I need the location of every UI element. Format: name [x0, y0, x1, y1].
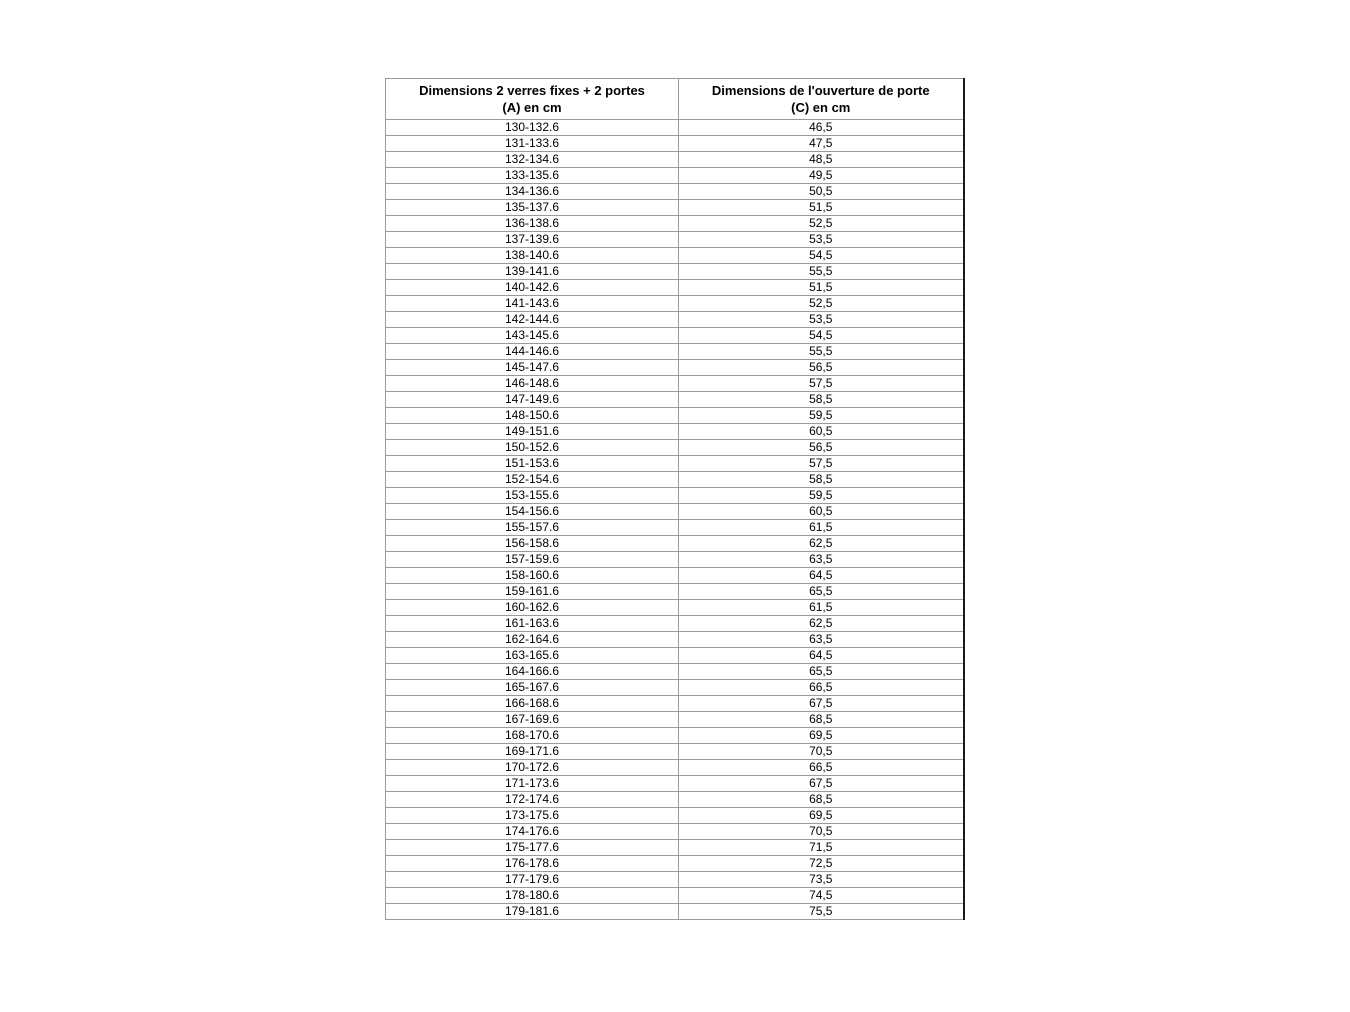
table-row: [386, 120, 964, 136]
cell-dimension-a: 145-147.6: [386, 360, 679, 376]
cell-opening-c: 54,5: [679, 328, 964, 344]
cell-opening-c: 53,5: [679, 312, 964, 328]
table-row: [386, 584, 964, 600]
cell-opening-c: 51,5: [679, 200, 964, 216]
cell-dimension-a: 136-138.6: [386, 216, 679, 232]
cell-opening-c: 65,5: [679, 584, 964, 600]
table-row: [386, 760, 964, 776]
cell-dimension-a: 166-168.6: [386, 696, 679, 712]
cell-dimension-a: 143-145.6: [386, 328, 679, 344]
cell-opening-c: 63,5: [679, 632, 964, 648]
cell-dimension-a: 149-151.6: [386, 424, 679, 440]
table-row: [386, 344, 964, 360]
cell-opening-c: 67,5: [679, 776, 964, 792]
cell-opening-c: 64,5: [679, 568, 964, 584]
cell-opening-c: 52,5: [679, 216, 964, 232]
column-header-opening-c: [679, 79, 964, 120]
cell-opening-c: 48,5: [679, 152, 964, 168]
cell-dimension-a: 131-133.6: [386, 136, 679, 152]
table-row: [386, 504, 964, 520]
cell-dimension-a: 176-178.6: [386, 856, 679, 872]
cell-dimension-a: 169-171.6: [386, 744, 679, 760]
dimensions-table: [385, 78, 965, 920]
table-row: [386, 600, 964, 616]
cell-dimension-a: 158-160.6: [386, 568, 679, 584]
cell-opening-c: 54,5: [679, 248, 964, 264]
cell-dimension-a: 157-159.6: [386, 552, 679, 568]
cell-dimension-a: 170-172.6: [386, 760, 679, 776]
table-row: [386, 888, 964, 904]
cell-dimension-a: 167-169.6: [386, 712, 679, 728]
cell-dimension-a: 140-142.6: [386, 280, 679, 296]
cell-dimension-a: 178-180.6: [386, 888, 679, 904]
cell-opening-c: 67,5: [679, 696, 964, 712]
table-row: [386, 536, 964, 552]
cell-dimension-a: 148-150.6: [386, 408, 679, 424]
header-row: [386, 79, 964, 120]
cell-opening-c: 63,5: [679, 552, 964, 568]
column-header-dimensions-a: [386, 79, 679, 120]
table-row: [386, 840, 964, 856]
table-row: [386, 360, 964, 376]
cell-dimension-a: 154-156.6: [386, 504, 679, 520]
cell-opening-c: 52,5: [679, 296, 964, 312]
cell-opening-c: 58,5: [679, 392, 964, 408]
cell-dimension-a: 173-175.6: [386, 808, 679, 824]
table-row: [386, 392, 964, 408]
cell-dimension-a: 133-135.6: [386, 168, 679, 184]
cell-opening-c: 46,5: [679, 120, 964, 136]
cell-opening-c: 62,5: [679, 616, 964, 632]
cell-opening-c: 50,5: [679, 184, 964, 200]
cell-dimension-a: 150-152.6: [386, 440, 679, 456]
cell-opening-c: 51,5: [679, 280, 964, 296]
cell-dimension-a: 171-173.6: [386, 776, 679, 792]
cell-opening-c: 65,5: [679, 664, 964, 680]
table-row: [386, 152, 964, 168]
cell-dimension-a: 179-181.6: [386, 904, 679, 920]
cell-dimension-a: 165-167.6: [386, 680, 679, 696]
cell-opening-c: 59,5: [679, 488, 964, 504]
cell-dimension-a: 142-144.6: [386, 312, 679, 328]
table-row: [386, 328, 964, 344]
cell-opening-c: 73,5: [679, 872, 964, 888]
cell-dimension-a: 152-154.6: [386, 472, 679, 488]
column-header-a-line1: Dimensions 2 verres fixes + 2 portes: [419, 83, 645, 98]
table-row: [386, 296, 964, 312]
cell-opening-c: 56,5: [679, 440, 964, 456]
cell-opening-c: 69,5: [679, 808, 964, 824]
table-row: [386, 456, 964, 472]
table-row: [386, 472, 964, 488]
cell-opening-c: 68,5: [679, 712, 964, 728]
cell-opening-c: 61,5: [679, 520, 964, 536]
cell-dimension-a: 130-132.6: [386, 120, 679, 136]
cell-dimension-a: 155-157.6: [386, 520, 679, 536]
table-row: [386, 520, 964, 536]
cell-dimension-a: 164-166.6: [386, 664, 679, 680]
table-row: [386, 184, 964, 200]
cell-opening-c: 75,5: [679, 904, 964, 920]
cell-opening-c: 62,5: [679, 536, 964, 552]
cell-dimension-a: 139-141.6: [386, 264, 679, 280]
table-row: [386, 408, 964, 424]
cell-dimension-a: 138-140.6: [386, 248, 679, 264]
cell-dimension-a: 168-170.6: [386, 728, 679, 744]
table-header: [386, 79, 964, 120]
table-row: [386, 200, 964, 216]
table-row: [386, 792, 964, 808]
cell-dimension-a: 146-148.6: [386, 376, 679, 392]
table-row: [386, 824, 964, 840]
table-row: [386, 264, 964, 280]
cell-opening-c: 60,5: [679, 504, 964, 520]
table-row: [386, 712, 964, 728]
cell-opening-c: 68,5: [679, 792, 964, 808]
cell-opening-c: 49,5: [679, 168, 964, 184]
cell-opening-c: 69,5: [679, 728, 964, 744]
table-row: [386, 744, 964, 760]
cell-opening-c: 64,5: [679, 648, 964, 664]
table-row: [386, 632, 964, 648]
cell-dimension-a: 137-139.6: [386, 232, 679, 248]
cell-opening-c: 66,5: [679, 760, 964, 776]
table-row: [386, 136, 964, 152]
cell-dimension-a: 174-176.6: [386, 824, 679, 840]
cell-opening-c: 71,5: [679, 840, 964, 856]
cell-opening-c: 61,5: [679, 600, 964, 616]
table-row: [386, 904, 964, 920]
table-row: [386, 872, 964, 888]
table-row: [386, 424, 964, 440]
table-body: [386, 120, 964, 920]
cell-opening-c: 59,5: [679, 408, 964, 424]
cell-dimension-a: 141-143.6: [386, 296, 679, 312]
cell-opening-c: 58,5: [679, 472, 964, 488]
table-row: [386, 808, 964, 824]
cell-dimension-a: 159-161.6: [386, 584, 679, 600]
table-row: [386, 680, 964, 696]
cell-opening-c: 53,5: [679, 232, 964, 248]
cell-opening-c: 47,5: [679, 136, 964, 152]
table-row: [386, 248, 964, 264]
table-row: [386, 488, 964, 504]
table-row: [386, 552, 964, 568]
table-row: [386, 856, 964, 872]
cell-opening-c: 66,5: [679, 680, 964, 696]
cell-opening-c: 70,5: [679, 824, 964, 840]
table-row: [386, 280, 964, 296]
table-row: [386, 232, 964, 248]
cell-dimension-a: 135-137.6: [386, 200, 679, 216]
cell-dimension-a: 160-162.6: [386, 600, 679, 616]
column-header-a-line2: (A) en cm: [502, 100, 562, 115]
table-row: [386, 616, 964, 632]
cell-opening-c: 72,5: [679, 856, 964, 872]
cell-opening-c: 57,5: [679, 376, 964, 392]
table-row: [386, 568, 964, 584]
cell-dimension-a: 162-164.6: [386, 632, 679, 648]
cell-opening-c: 55,5: [679, 264, 964, 280]
table-row: [386, 648, 964, 664]
cell-dimension-a: 144-146.6: [386, 344, 679, 360]
table-row: [386, 312, 964, 328]
cell-dimension-a: 172-174.6: [386, 792, 679, 808]
table-row: [386, 376, 964, 392]
cell-dimension-a: 161-163.6: [386, 616, 679, 632]
cell-dimension-a: 175-177.6: [386, 840, 679, 856]
table-row: [386, 168, 964, 184]
cell-dimension-a: 156-158.6: [386, 536, 679, 552]
cell-opening-c: 57,5: [679, 456, 964, 472]
cell-dimension-a: 132-134.6: [386, 152, 679, 168]
cell-dimension-a: 151-153.6: [386, 456, 679, 472]
table-row: [386, 664, 964, 680]
cell-opening-c: 74,5: [679, 888, 964, 904]
column-header-c-line2: (C) en cm: [791, 100, 851, 115]
table-row: [386, 776, 964, 792]
table-row: [386, 696, 964, 712]
cell-dimension-a: 177-179.6: [386, 872, 679, 888]
column-header-c-line1: Dimensions de l'ouverture de porte: [711, 83, 930, 98]
cell-dimension-a: 147-149.6: [386, 392, 679, 408]
table-row: [386, 440, 964, 456]
table-row: [386, 728, 964, 744]
cell-opening-c: 55,5: [679, 344, 964, 360]
table-row: [386, 216, 964, 232]
cell-opening-c: 70,5: [679, 744, 964, 760]
cell-dimension-a: 134-136.6: [386, 184, 679, 200]
cell-dimension-a: 153-155.6: [386, 488, 679, 504]
cell-opening-c: 56,5: [679, 360, 964, 376]
cell-dimension-a: 163-165.6: [386, 648, 679, 664]
cell-opening-c: 60,5: [679, 424, 964, 440]
